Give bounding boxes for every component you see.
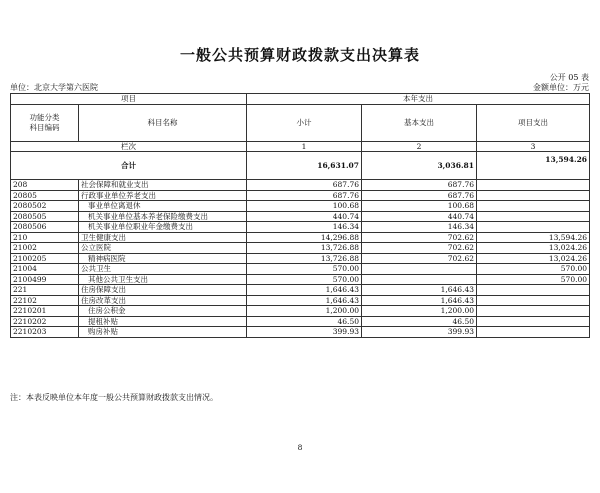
header-basic: 基本支出 [362, 104, 477, 141]
row-subtotal: 570.00 [247, 264, 362, 275]
row-code: 210 [11, 232, 79, 243]
column-no-2: 2 [362, 141, 477, 152]
row-subtotal: 570.00 [247, 274, 362, 285]
row-subject-name: 精神病医院 [79, 253, 247, 264]
table-row [11, 306, 590, 317]
column-number-row [11, 141, 590, 152]
row-code: 2080505 [11, 211, 79, 222]
report-code: 公开 05 表 [549, 73, 589, 82]
row-subtotal: 146.34 [247, 222, 362, 233]
row-subject-name: 机关事业单位职业年金缴费支出 [79, 222, 247, 233]
table-row [11, 190, 590, 201]
table-row [11, 285, 590, 296]
row-basic: 399.93 [362, 327, 477, 338]
row-basic: 440.74 [362, 211, 477, 222]
table-row [11, 243, 590, 254]
header-row-2 [11, 104, 590, 141]
table-row [11, 327, 590, 338]
total-label: 合计 [11, 152, 247, 180]
unit-label: 单位：北京大学第六医院 [10, 83, 98, 92]
row-subject-name: 住房改革支出 [79, 295, 247, 306]
header-row-1 [11, 94, 590, 105]
row-subtotal: 13,726.88 [247, 243, 362, 254]
row-basic: 687.76 [362, 190, 477, 201]
row-project [477, 295, 590, 306]
row-subtotal: 1,646.43 [247, 295, 362, 306]
row-subject-name: 机关事业单位基本养老保险缴费支出 [79, 211, 247, 222]
table-row [11, 253, 590, 264]
row-basic: 702.62 [362, 232, 477, 243]
row-project: 13,594.26 [477, 232, 590, 243]
row-basic [362, 274, 477, 285]
row-subtotal: 46.50 [247, 316, 362, 327]
row-subject-name: 社会保障和就业支出 [79, 180, 247, 191]
row-subject-name: 住房公积金 [79, 306, 247, 317]
row-code: 2100205 [11, 253, 79, 264]
table-row [11, 180, 590, 191]
row-code: 2100499 [11, 274, 79, 285]
row-project [477, 190, 590, 201]
row-subtotal: 100.68 [247, 201, 362, 212]
row-code: 208 [11, 180, 79, 191]
row-project: 13,024.26 [477, 243, 590, 254]
row-project [477, 201, 590, 212]
expenditure-table [10, 93, 590, 338]
table-row [11, 232, 590, 243]
row-code: 2080506 [11, 222, 79, 233]
row-subtotal: 440.74 [247, 211, 362, 222]
row-basic: 1,200.00 [362, 306, 477, 317]
total-subtotal: 16,631.07 [247, 152, 362, 180]
row-project [477, 327, 590, 338]
row-basic: 702.62 [362, 253, 477, 264]
table-row [11, 264, 590, 275]
column-no-3: 3 [477, 141, 590, 152]
row-code: 2210202 [11, 316, 79, 327]
row-subject-name: 公共卫生 [79, 264, 247, 275]
row-code: 221 [11, 285, 79, 296]
row-project: 570.00 [477, 264, 590, 275]
table-row [11, 295, 590, 306]
table-row [11, 274, 590, 285]
column-no-label: 栏次 [11, 141, 247, 152]
header-project: 项目支出 [477, 104, 590, 141]
header-func-code: 功能分类 科目编码 [11, 104, 79, 141]
total-row [11, 152, 590, 180]
row-project [477, 285, 590, 296]
row-basic: 46.50 [362, 316, 477, 327]
row-basic: 1,646.43 [362, 295, 477, 306]
page-number: 8 [297, 443, 303, 452]
row-basic [362, 264, 477, 275]
header-subtotal: 小计 [247, 104, 362, 141]
row-basic: 100.68 [362, 201, 477, 212]
row-subject-name: 购房补贴 [79, 327, 247, 338]
row-subtotal: 1,646.43 [247, 285, 362, 296]
table-row [11, 222, 590, 233]
row-subtotal: 14,296.88 [247, 232, 362, 243]
row-subtotal: 687.76 [247, 190, 362, 201]
row-code: 2080502 [11, 201, 79, 212]
total-basic: 3,036.81 [362, 152, 477, 180]
row-code: 21002 [11, 243, 79, 254]
currency-label: 金额单位：万元 [533, 83, 589, 92]
total-project: 13,594.26 [477, 152, 590, 180]
row-code: 20805 [11, 190, 79, 201]
row-code: 2210201 [11, 306, 79, 317]
row-code: 2210203 [11, 327, 79, 338]
column-no-1: 1 [247, 141, 362, 152]
footnote: 注：本表反映单位本年度一般公共预算财政拨款支出情况。 [10, 393, 218, 402]
row-project [477, 222, 590, 233]
row-subject-name: 事业单位离退休 [79, 201, 247, 212]
row-subtotal: 13,726.88 [247, 253, 362, 264]
row-code: 21004 [11, 264, 79, 275]
header-item: 项目 [11, 94, 247, 105]
header-subject-name: 科目名称 [79, 104, 247, 141]
row-subject-name: 提租补贴 [79, 316, 247, 327]
row-subtotal: 1,200.00 [247, 306, 362, 317]
report-title: 一般公共预算财政拨款支出决算表 [179, 46, 420, 64]
row-project [477, 180, 590, 191]
row-basic: 687.76 [362, 180, 477, 191]
row-subtotal: 399.93 [247, 327, 362, 338]
row-subject-name: 行政事业单位养老支出 [79, 190, 247, 201]
row-basic: 146.34 [362, 222, 477, 233]
row-code: 22102 [11, 295, 79, 306]
table-row [11, 201, 590, 212]
table-row [11, 211, 590, 222]
row-project [477, 211, 590, 222]
row-subject-name: 其他公共卫生支出 [79, 274, 247, 285]
row-project: 13,024.26 [477, 253, 590, 264]
table-row [11, 316, 590, 327]
row-subject-name: 住房保障支出 [79, 285, 247, 296]
row-project: 570.00 [477, 274, 590, 285]
header-year-total: 本年支出 [247, 94, 590, 105]
row-basic: 702.62 [362, 243, 477, 254]
row-project [477, 306, 590, 317]
row-basic: 1,646.43 [362, 285, 477, 296]
row-subject-name: 公立医院 [79, 243, 247, 254]
row-subject-name: 卫生健康支出 [79, 232, 247, 243]
row-project [477, 316, 590, 327]
row-subtotal: 687.76 [247, 180, 362, 191]
